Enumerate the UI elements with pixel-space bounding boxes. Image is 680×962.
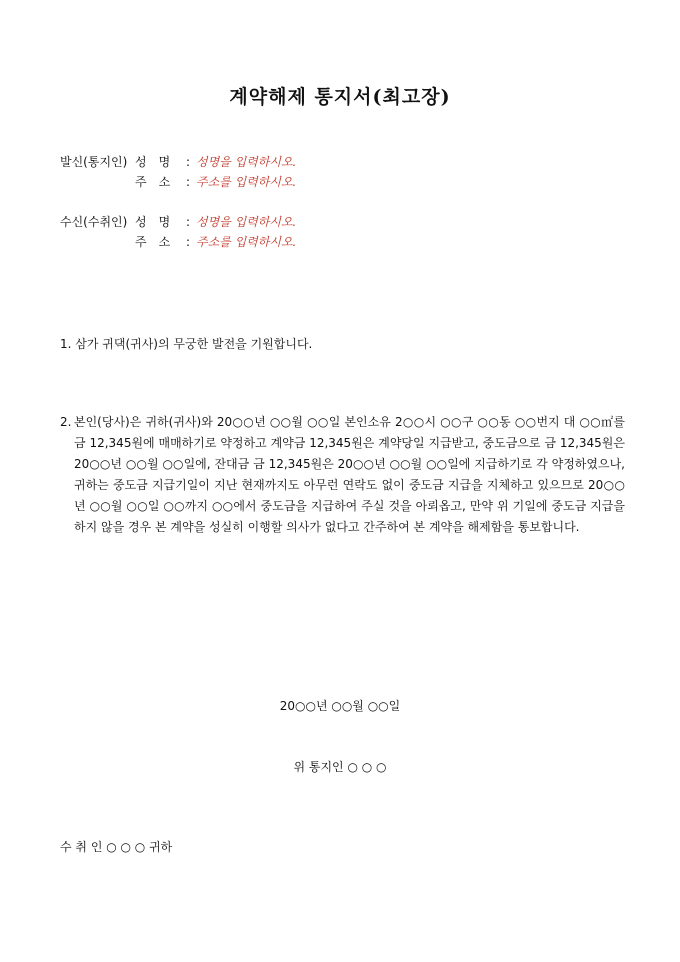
document-date: 20○○년 ○○월 ○○일 xyxy=(279,699,401,713)
receiver-name-field[interactable]: 성명을 입력하시오. xyxy=(196,215,297,229)
colon: : xyxy=(186,215,191,229)
document-title: 계약해제 통지서(최고장) xyxy=(229,86,451,108)
notice-paragraph-text: 본인(당사)은 귀하(귀사)와 20○○년 ○○월 ○○일 본인소유 2○○시 ○○구 ○○동 ○○번지 대 ○○㎡를 금 12,345원에 매매하기로 약정하고 계약금 12,345원은 계약당일 지급받고, 중도금으로 금 12,345원은 20○○년 ○○월 ○○일에, 잔대금 금 12,345원은 20○○년 ○○월 ○○일에 지급하기로 각 약정하였으나, 귀하는 중도금 지급기일이 지난 현재까지도 아무런 연락도 없이 중도금 지급을 지체하고 있으므로 20○○년 ○○월 ○○일 ○○까지 ○○에서 중도금을 지급하여 주실 것을 아뢰옵고, 만약 위 기일에 중도금 지급을 하지 않을 경우 본 계약을 성실히 이행할 의사가 없다고 간주하여 본 계약을 해제함을 통보합니다. xyxy=(74,415,625,534)
sender-address-label: 주 소 xyxy=(135,175,171,189)
receiver-address-field[interactable]: 주소를 입력하시오. xyxy=(196,235,297,249)
colon: : xyxy=(186,175,191,189)
greeting-paragraph: 1. 삼가 귀댁(귀사)의 무궁한 발전을 기원합니다. xyxy=(60,337,313,351)
colon: : xyxy=(186,155,191,169)
colon: : xyxy=(186,235,191,249)
recipient-line: 수 취 인 ○ ○ ○ 귀하 xyxy=(60,840,173,854)
sender-signature: 위 통지인 ○ ○ ○ xyxy=(293,760,387,774)
receiver-name-label: 성 명 xyxy=(135,215,171,229)
receiver-address-label: 주 소 xyxy=(135,235,171,249)
sender-role-label: 발신(통지인) xyxy=(60,155,128,169)
sender-address-field[interactable]: 주소를 입력하시오. xyxy=(196,175,297,189)
sender-name-label: 성 명 xyxy=(135,155,171,169)
receiver-role-label: 수신(수취인) xyxy=(60,215,128,229)
sender-name-field[interactable]: 성명을 입력하시오. xyxy=(196,155,297,169)
paragraph-number: 2. xyxy=(60,415,72,429)
notice-paragraph xyxy=(60,412,625,538)
